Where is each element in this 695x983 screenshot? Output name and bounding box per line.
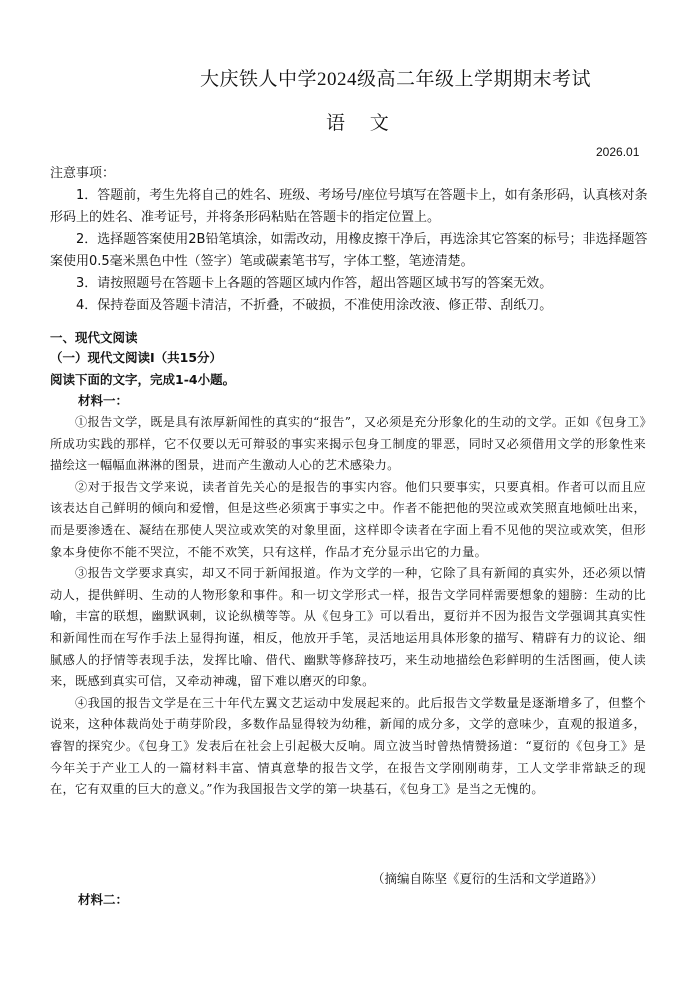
notice-heading: 注意事项： (50, 166, 116, 181)
paragraph: ④我国的报告文学是在三十年代左翼文艺运动中发展起来的。此后报告文学数量是逐渐增多了，但整个说来，这种体裁尚处于萌芽阶段，多数作品显得较为幼稚，新闻的成分多，文学的意味少，直观的报道多，睿智的探究少。《包身工》发表后在社会上引起极大反响。周立波当时曾热情赞扬道：“夏衍的《包身工》是今年关于产业工人的一篇材料丰富、情真意挚的报告文学，在报告文学刚刚萌芽，工人文学非常缺乏的现在，它有双重的巨大的意义。”作为我国报告文学的第一块基石，《包身工》是当之无愧的。 (50, 695, 646, 797)
paragraph: ②对于报告文学来说，读者首先关心的是报告的事实内容。他们只要事实，只要真相。作者可以而且应该表达自己鲜明的倾向和爱憎，但是这些必须寓于事实之中。作者不能把他的哭泣或欢笑照直地倾吐出来，而是要渗透在、凝结在那使人哭泣或欢笑的对象里面，这样即令读者在字面上看不见他的哭泣或欢笑，但形象本身使你不能不哭泣，不能不欢笑，只有这样，作品才充分显示出它的力量。 (50, 479, 646, 559)
material-1-text (50, 412, 646, 801)
notice-item: 2．选择题答案使用2B铅笔填涂，如需改动，用橡皮擦干净后，再选涂其它答案的标号；非选择题答案使用0.5毫米黑色中性（签字）笔或碳素笔书写，字体工整，笔迹清楚。 (50, 232, 648, 269)
section-heading: 一、现代文阅读 (50, 330, 138, 345)
paragraph: ①报告文学，既是具有浓厚新闻性的真实的“报告”，又必须是充分形象化的生动的文学。正如《包身工》所成功实践的那样，它不仅要以无可辩驳的事实来揭示包身工制度的罪恶，同时又必须借用文学的形象性来描绘这一幅幅血淋淋的图景，进而产生激动人心的艺术感染力。 (50, 415, 646, 473)
notice-item: 1．答题前，考生先将自己的姓名、班级、考场号/座位号填写在答题卡上，如有条形码，认真核对条形码上的姓名、准考证号，并将条形码粘贴在答题卡的指定位置上。 (50, 188, 648, 225)
notice-block (50, 163, 650, 317)
subject-title: 语 文 (326, 113, 399, 134)
notice-item: 4．保持卷面及答题卡清洁，不折叠，不破损，不准使用涂改液、修正带、刮纸刀。 (76, 298, 553, 313)
exam-title: 大庆铁人中学2024级高二年级上学期期末考试 (200, 69, 592, 90)
material-2-label: 材料二： (78, 892, 129, 907)
exam-date: 2026.01 (596, 145, 640, 159)
reading-instruction: 阅读下面的文字，完成1-4小题。 (50, 372, 236, 387)
subsection-heading: （一）现代文阅读Ⅰ（共15分） (50, 350, 223, 365)
paragraph: ③报告文学要求真实，却又不同于新闻报道。作为文学的一种，它除了具有新闻的真实外，还必须以情动人，提供鲜明、生动的人物形象和事件。和一切文学形式一样，报告文学同样需要想象的翅膀：生动的比喻，丰富的联想，幽默讽刺，议论纵横等等。从《包身工》可以看出，夏衍并不因为报告文学强调其真实性和新闻性而在写作手法上显得拘谨，相反，他放开手笔，灵活地运用具体形象的描写、精辟有力的议论、细腻感人的抒情等表现手法，发挥比喻、借代、幽默等修辞技巧，来生动地描绘色彩鲜明的生活图画，使人读来，既感到真实可信，又牵动神魂，留下难以磨灭的印象。 (50, 566, 646, 689)
material-1-label: 材料一： (78, 393, 129, 408)
source-citation: （摘编自陈坚《夏衍的生活和文学道路》） (372, 871, 604, 886)
notice-item: 3．请按照题号在答题卡上各题的答题区域内作答，超出答题区域书写的答案无效。 (76, 276, 553, 291)
